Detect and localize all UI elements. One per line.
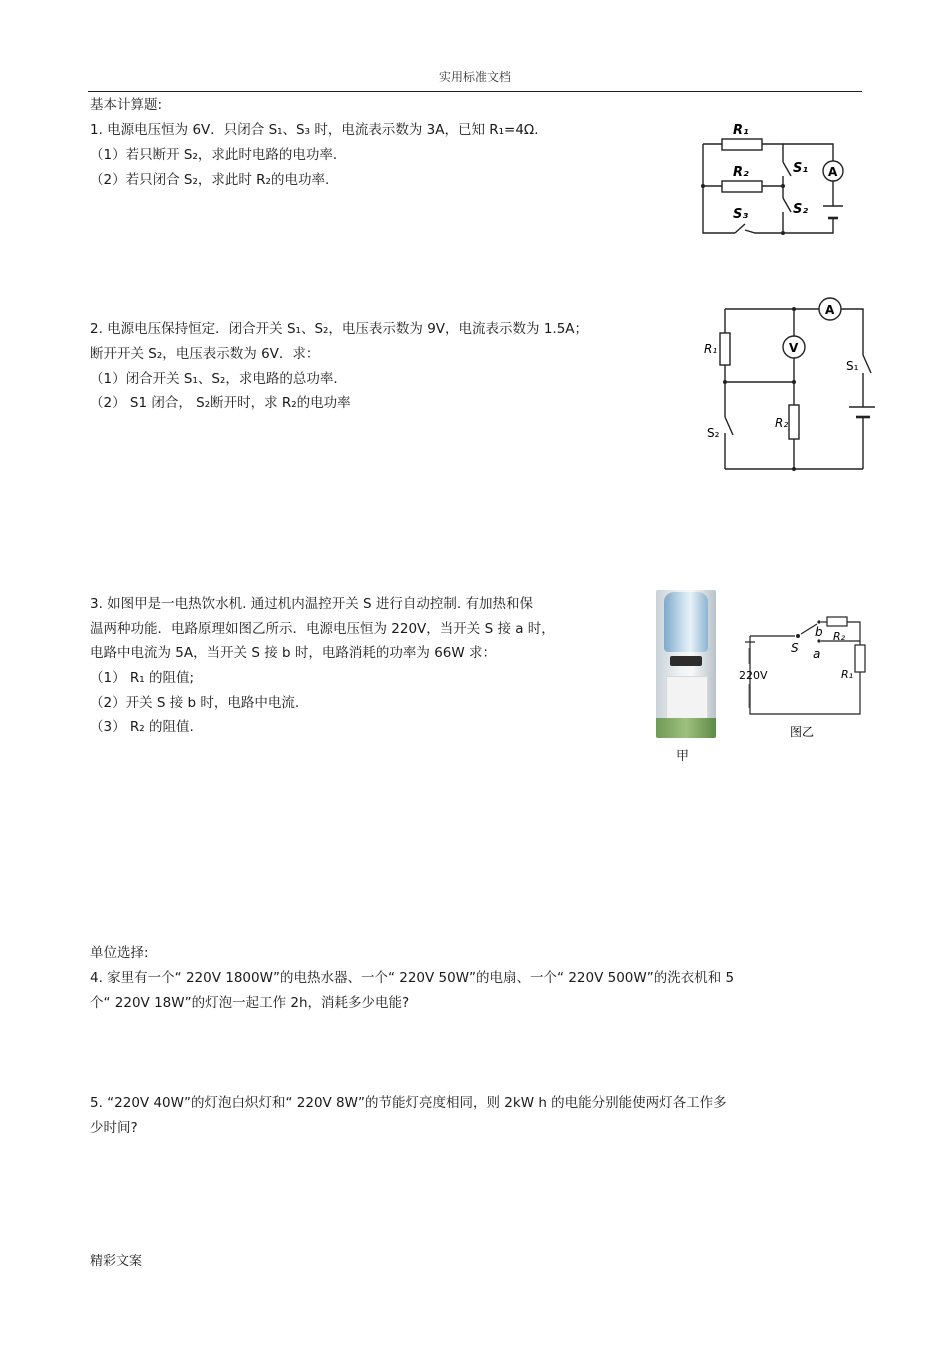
q1-circuit-diagram xyxy=(695,118,855,243)
q3-circuit-caption: 图乙 xyxy=(790,725,815,739)
page-footer: 精彩文案 xyxy=(90,1254,143,1269)
water-dispenser-photo xyxy=(656,590,716,738)
q1-line-1: 1. 电源电压恒为 6V．只闭合 S₁、S₃ 时，电流表示数为 3A，已知 R₁=4Ω． xyxy=(90,122,548,138)
q1-s2-label: S₂ xyxy=(793,202,809,217)
q3-photo-caption: 甲 xyxy=(676,749,690,764)
q1-s1-label: S₁ xyxy=(793,161,809,176)
q2-line-3: （1）闭合开关 S₁、S₂，求电路的总功率. xyxy=(90,371,338,387)
q2-r1-resistor xyxy=(720,333,730,365)
q2-s1-label: S₁ xyxy=(846,359,859,373)
q3-circuit-diagram xyxy=(735,612,870,742)
section-unit-title: 单位选择: xyxy=(90,945,149,961)
q2-line-4: （2） S1 闭合， S₂断开时，求 R₂的电功率 xyxy=(90,395,351,411)
q1-r2-label: R₂ xyxy=(733,165,749,180)
q1-r1-label: R₁ xyxy=(733,123,749,138)
q3-line-6: （3） R₂ 的阻值. xyxy=(90,719,194,735)
q2-s2-label: S₂ xyxy=(707,426,720,440)
section-basic-title: 基本计算题: xyxy=(90,97,163,113)
q5-line-1: 5. “220V 40W”的灯泡白炽灯和“ 220V 8W”的节能灯亮度相同，则 2kW h 的电能分别能使两灯各工作多 xyxy=(90,1095,727,1111)
q2-circuit-diagram xyxy=(700,295,875,475)
q1-s3-label: S₃ xyxy=(733,207,749,222)
q5-line-2: 少时间? xyxy=(90,1120,138,1136)
header-rule xyxy=(88,91,862,92)
q3-r2-resistor xyxy=(827,617,847,626)
q3-voltage-label: 220V xyxy=(739,669,768,682)
q3-r2-label: R₂ xyxy=(833,630,846,643)
q2-r2-label: R₂ xyxy=(775,416,789,430)
page-header: 实用标准文档 xyxy=(438,70,511,84)
q4-line-2: 个“ 220V 18W”的灯泡一起工作 2h，消耗多少电能? xyxy=(90,995,410,1011)
q1-line-3: （2）若只闭合 S₂，求此时 R₂的电功率. xyxy=(90,172,330,188)
q3-line-3: 电路中电流为 5A，当开关 S 接 b 时，电路消耗的功率为 66W 求： xyxy=(90,645,497,661)
q3-line-2: 温两种功能．电路原理如图乙所示．电源电压恒为 220V，当开关 S 接 a 时， xyxy=(90,621,555,637)
q3-s-label: S xyxy=(791,641,799,655)
q3-r1-resistor xyxy=(855,645,865,672)
q4-line-1: 4. 家里有一个“ 220V 1800W”的电热水器、一个“ 220V 50W”的电扇、一个“ 220V 500W”的洗衣机和 5 xyxy=(90,970,735,986)
q2-ammeter-label: A xyxy=(825,303,835,317)
q3-line-4: （1） R₁ 的阻值; xyxy=(90,670,195,686)
q1-r2-resistor xyxy=(722,181,762,192)
q1-line-2: （1）若只断开 S₂，求此时电路的电功率. xyxy=(90,147,338,163)
q3-b-label: b xyxy=(815,625,823,639)
q2-line-2: 断开开关 S₂，电压表示数为 6V．求： xyxy=(90,346,320,362)
q3-a-label: a xyxy=(813,647,821,661)
q3-r1-label: R₁ xyxy=(841,668,854,681)
q3-line-1: 3. 如图甲是一电热饮水机. 通过机内温控开关 S 进行自动控制. 有加热和保 xyxy=(90,596,533,612)
q2-line-1: 2. 电源电压保持恒定．闭合开关 S₁、S₂，电压表示数为 9V，电流表示数为 1.5A； xyxy=(90,321,589,337)
q2-r2-resistor xyxy=(789,405,799,439)
q2-voltmeter-label: V xyxy=(789,341,799,355)
q1-ammeter-label: A xyxy=(828,165,838,179)
q1-r1-resistor xyxy=(722,139,762,150)
q3-line-5: （2）开关 S 接 b 时，电路中电流. xyxy=(90,695,300,711)
q2-r1-label: R₁ xyxy=(704,342,718,356)
